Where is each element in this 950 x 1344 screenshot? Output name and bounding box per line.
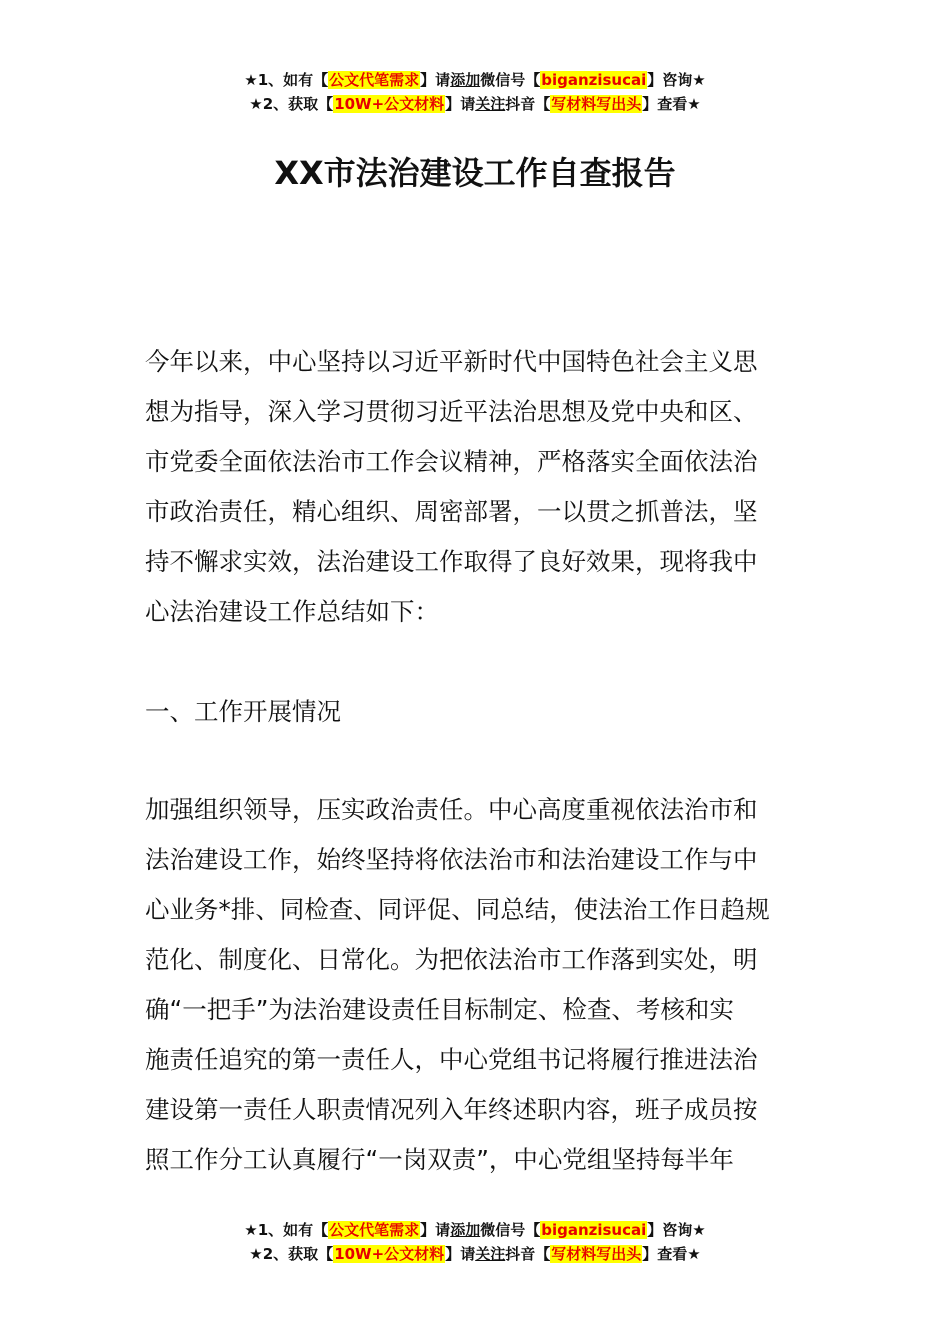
paragraph-line: 范化、制度化、日常化。为把依法治市工作落到实处，明 bbox=[145, 945, 758, 974]
paragraph-line: 照工作分工认真履行“一岗双责”，中心党组坚持每半年 bbox=[145, 1145, 734, 1174]
promo-highlight-materials: 10W+公文材料 bbox=[334, 1245, 445, 1263]
paragraph-line: 心法治建设工作总结如下： bbox=[145, 597, 439, 626]
paragraph-line: 确“一把手”为法治建设责任目标制定、检查、考核和实 bbox=[145, 995, 734, 1024]
promo-highlight-service: 公文代笔需求 bbox=[329, 71, 420, 89]
paragraph-line: 持不懈求实效，法治建设工作取得了良好效果，现将我中 bbox=[145, 547, 758, 576]
document-title: XX市法治建设工作自查报告 bbox=[274, 154, 676, 192]
paragraph-intro bbox=[145, 337, 807, 637]
promo-text: ★1、如有【 bbox=[244, 1221, 329, 1239]
promo-text: ★2、获取【 bbox=[249, 95, 334, 113]
paragraph-organization bbox=[145, 785, 807, 1185]
paragraph-line: 今年以来，中心坚持以习近平新时代中国特色社会主义思 bbox=[145, 347, 758, 376]
promo-underlined-text: 关注 bbox=[475, 1245, 506, 1263]
section-heading-text: 一、工作开展情况 bbox=[145, 697, 341, 726]
promo-line-2 bbox=[0, 92, 950, 116]
paragraph-line: 建设第一责任人职责情况列入年终述职内容，班子成员按 bbox=[145, 1095, 758, 1124]
paragraph-line: 想为指导，深入学习贯彻习近平法治思想及党中央和区、 bbox=[145, 397, 758, 426]
promo-highlight-douyin-account: 写材料写出头 bbox=[551, 95, 642, 113]
promo-text: 抖音【 bbox=[505, 1245, 551, 1263]
promo-text: 】请 bbox=[420, 1221, 451, 1239]
promo-text: 】咨询★ bbox=[647, 71, 706, 89]
promo-highlight-wechat-id: biganzisucai bbox=[541, 1221, 647, 1239]
promo-underlined-text: 添加 bbox=[450, 1221, 481, 1239]
promo-underlined-text: 关注 bbox=[475, 95, 506, 113]
promo-text: 抖音【 bbox=[505, 95, 551, 113]
promo-highlight-douyin-account: 写材料写出头 bbox=[551, 1245, 642, 1263]
promo-text: 微信号【 bbox=[480, 71, 541, 89]
promo-text: 】请 bbox=[445, 95, 476, 113]
paragraph-line: 市党委全面依法治市工作会议精神，严格落实全面依法治 bbox=[145, 447, 758, 476]
promo-line-2 bbox=[0, 1242, 950, 1266]
promo-text: 】咨询★ bbox=[647, 1221, 706, 1239]
header-promo-banner bbox=[0, 68, 950, 116]
promo-line-1 bbox=[0, 68, 950, 92]
promo-text: ★2、获取【 bbox=[249, 1245, 334, 1263]
promo-text: 】查看★ bbox=[642, 95, 701, 113]
promo-line-1 bbox=[0, 1218, 950, 1242]
promo-highlight-wechat-id: biganzisucai bbox=[541, 71, 647, 89]
promo-highlight-materials: 10W+公文材料 bbox=[334, 95, 445, 113]
promo-highlight-service: 公文代笔需求 bbox=[329, 1221, 420, 1239]
promo-text: 】请 bbox=[420, 71, 451, 89]
paragraph-line: 心业务*排、同检查、同评促、同总结，使法治工作日趋规 bbox=[145, 895, 770, 924]
promo-text: 】请 bbox=[445, 1245, 476, 1263]
promo-text: 微信号【 bbox=[480, 1221, 541, 1239]
promo-text: ★1、如有【 bbox=[244, 71, 329, 89]
promo-underlined-text: 添加 bbox=[450, 71, 481, 89]
promo-text: 】查看★ bbox=[642, 1245, 701, 1263]
footer-promo-banner bbox=[0, 1218, 950, 1266]
paragraph-line: 市政治责任，精心组织、周密部署，一以贯之抓普法，坚 bbox=[145, 497, 758, 526]
paragraph-line: 施责任追究的第一责任人，中心党组书记将履行推进法治 bbox=[145, 1045, 758, 1074]
paragraph-line: 法治建设工作，始终坚持将依法治市和法治建设工作与中 bbox=[145, 845, 758, 874]
section-heading bbox=[145, 687, 807, 737]
paragraph-line: 加强组织领导，压实政治责任。中心高度重视依法治市和 bbox=[145, 795, 758, 824]
